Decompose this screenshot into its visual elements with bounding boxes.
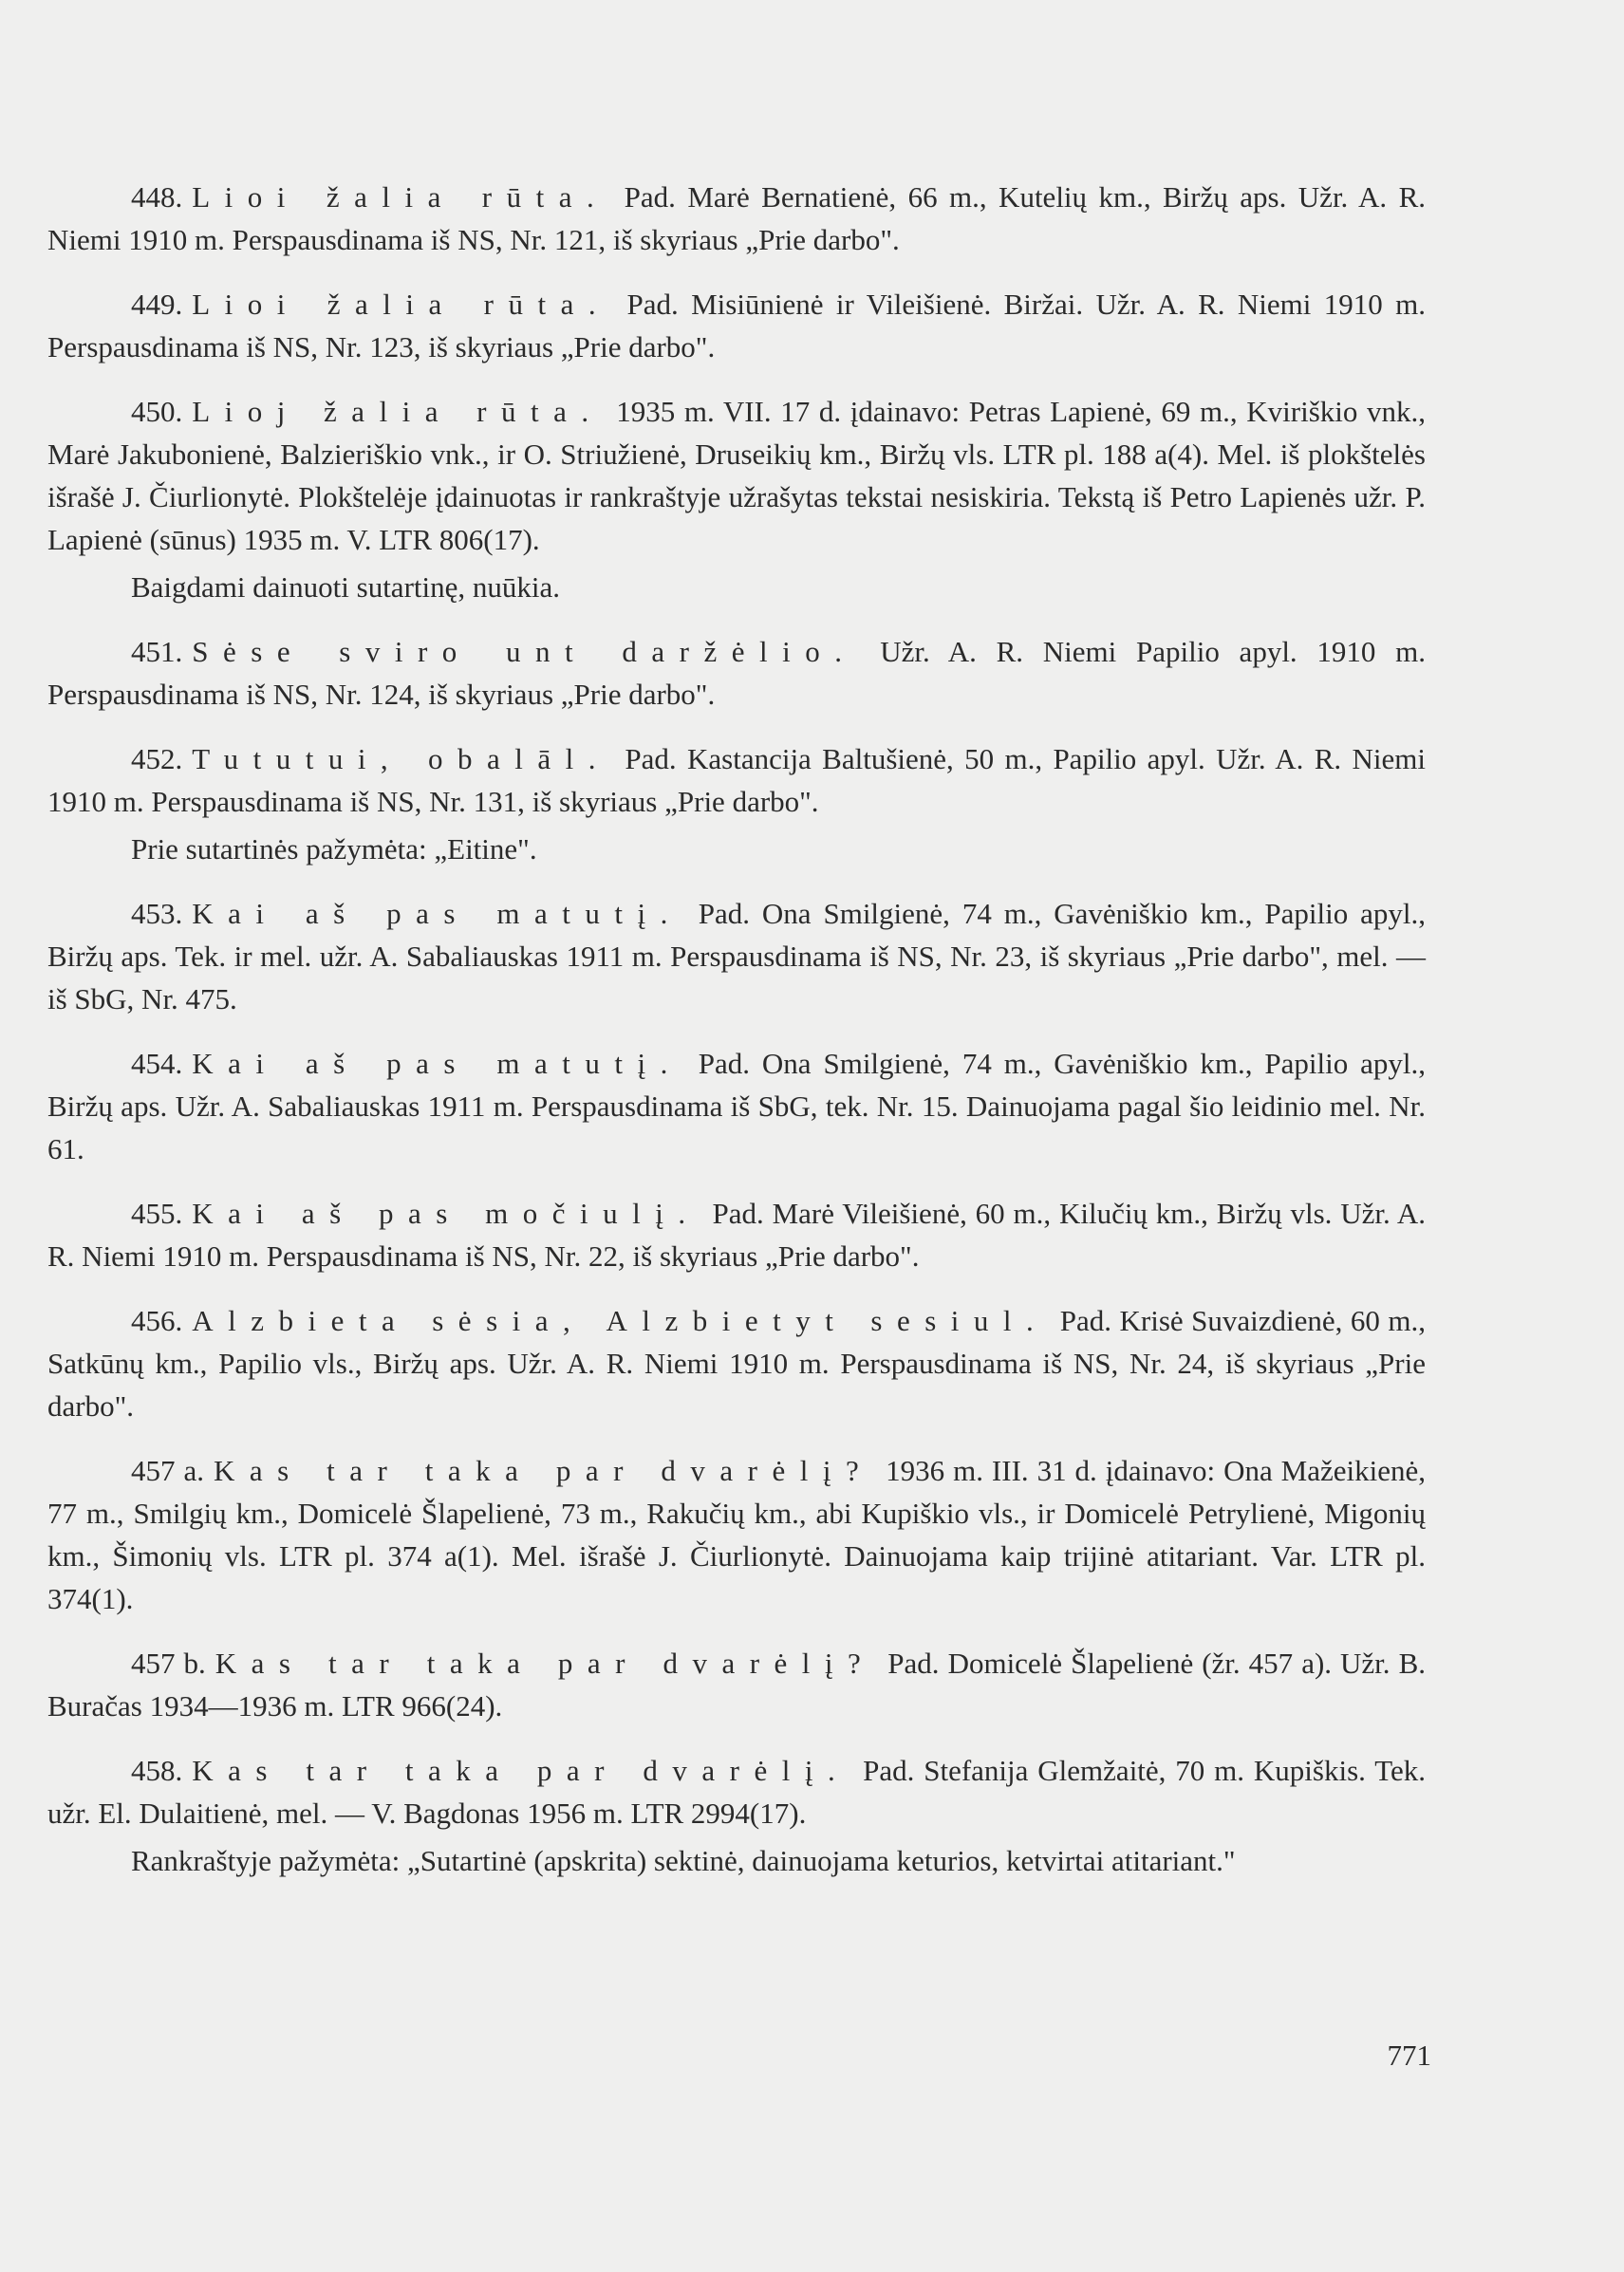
entry-449 bbox=[47, 283, 1426, 368]
entry-text: Užr. A. R. Niemi Papilio apyl. 1910 m. Perspausdinama iš NS, Nr. 124, iš skyriaus „Prie darbo". bbox=[47, 635, 1427, 711]
entry-number: 457 b. bbox=[131, 1647, 206, 1680]
entry-454 bbox=[47, 1042, 1426, 1170]
entry-457a bbox=[47, 1449, 1426, 1620]
entry-text: Pad. Stefanija Glemžaitė, 70 m. Kupiškis. Tek. užr. El. Dulaitienė, mel. — V. Bagdonas 1956 m. LTR 2994(17). bbox=[47, 1754, 1427, 1830]
song-title: Lioi žalia rūta. bbox=[192, 288, 611, 321]
entry-number: 454. bbox=[131, 1047, 183, 1080]
entry-number: 456. bbox=[131, 1304, 183, 1337]
entry-text: Pad. Domicelė Šlapelienė (žr. 457 a). Užr. B. Buračas 1934—1936 m. LTR 966(24). bbox=[47, 1647, 1426, 1723]
song-title: Tututui, obalāl. bbox=[192, 742, 611, 775]
entry-note: Rankraštyje pažymėta: „Sutartinė (apskrita) sektinė, dainuojama keturios, ketvirtai atitariant." bbox=[131, 1844, 1236, 1877]
entry-note: Prie sutartinės pažymėta: „Eitine". bbox=[131, 832, 537, 866]
song-title: Kai aš pas močiulį. bbox=[192, 1197, 700, 1230]
song-title: Kas tar taka par dvarėlį? bbox=[213, 1454, 874, 1487]
entry-456 bbox=[47, 1299, 1426, 1427]
document-body bbox=[47, 176, 1426, 1904]
entry-450 bbox=[47, 390, 1426, 561]
entry-number: 448. bbox=[131, 180, 183, 214]
song-title: Kas tar taka par dvarėlį? bbox=[215, 1647, 876, 1680]
entry-text: Pad. Marė Vileišienė, 60 m., Kilučių km., Biržų vls. Užr. A. R. Niemi 1910 m. Perspausdinama iš NS, Nr. 22, iš skyriaus „Prie darbo". bbox=[47, 1197, 1426, 1273]
entry-451 bbox=[47, 630, 1426, 716]
entry-453 bbox=[47, 892, 1426, 1020]
song-title: Lioi žalia rūta. bbox=[192, 180, 609, 214]
entry-text: Pad. Kastancija Baltušienė, 50 m., Papilio apyl. Užr. A. R. Niemi 1910 m. Perspausdinama iš NS, Nr. 131, iš skyriaus „Prie darbo". bbox=[47, 742, 1426, 818]
entry-number: 457 a. bbox=[131, 1454, 204, 1487]
entry-text: Pad. Ona Smilgienė, 74 m., Gavėniškio km., Papilio apyl., Biržų aps. Tek. ir mel. užr. A. Sabaliauskas 1911 m. Perspausdinama iš NS, Nr. 23, iš skyriaus „Prie darbo", mel. — iš SbG, Nr. 475. bbox=[47, 897, 1426, 1015]
song-title: Kai aš pas matutį. bbox=[192, 1047, 682, 1080]
song-title: Lioj žalia rūta. bbox=[192, 395, 604, 428]
page-number: 771 bbox=[1387, 2039, 1431, 2072]
song-title: Sėse sviro unt daržėlio. bbox=[192, 635, 857, 668]
entry-text: Pad. Marė Bernatienė, 66 m., Kutelių km., Biržų aps. Užr. A. R. Niemi 1910 m. Perspausdinama iš NS, Nr. 121, iš skyriaus „Prie darbo". bbox=[47, 180, 1427, 256]
entry-number: 449. bbox=[131, 288, 183, 321]
entry-448 bbox=[47, 176, 1426, 261]
entry-457b bbox=[47, 1642, 1426, 1727]
entry-text: Pad. Misiūnienė ir Vileišienė. Biržai. Užr. A. R. Niemi 1910 m. Perspausdinama iš NS, Nr. 123, iš skyriaus „Prie darbo". bbox=[47, 288, 1426, 363]
entry-number: 455. bbox=[131, 1197, 183, 1230]
entry-number: 451. bbox=[131, 635, 183, 668]
song-title: Alzbieta sėsia, Alzbietyt sesiul. bbox=[192, 1304, 1049, 1337]
entry-text: Pad. Ona Smilgienė, 74 m., Gavėniškio km., Papilio apyl., Biržų aps. Užr. A. Sabaliauskas 1911 m. Perspausdinama iš SbG, tek. Nr. 15. Dainuojama pagal šio leidinio mel. Nr. 61. bbox=[47, 1047, 1426, 1165]
entry-text: Pad. Krisė Suvaizdienė, 60 m., Satkūnų km., Papilio vls., Biržų aps. Užr. A. R. Niemi 1910 m. Perspausdinama iš NS, Nr. 24, iš skyriaus „Prie darbo". bbox=[47, 1304, 1427, 1423]
entry-text: 1935 m. VII. 17 d. įdainavo: Petras Lapienė, 69 m., Kviriškio vnk., Marė Jakubonienė, Balzieriškio vnk., ir O. Striužienė, Druseikių km., Biržų vls. LTR pl. 188 a(4). Mel. iš plokštelės išrašė J. Čiurlionytė. Plokštelėje įdainuotas ir rankraštyje užrašytas tekstai nesiskiria. Tekstą iš Petro Lapienės užr. P. Lapienė (sūnus) 1935 m. V. LTR 806(17). bbox=[47, 395, 1426, 556]
song-title: Kai aš pas matutį. bbox=[192, 897, 682, 930]
entry-458 bbox=[47, 1749, 1426, 1834]
entry-text: 1936 m. III. 31 d. įdainavo: Ona Mažeikienė, 77 m., Smilgių km., Domicelė Šlapelienė, 73 m., Rakučių km., abi Kupiškio vls., ir Domicelė Petrylienė, Migonių km., Šimonių vls. LTR pl. 374 a(1). Mel. išrašė J. Čiurlionytė. Dainuojama kaip trijinė atitariant. Var. LTR pl. 374(1). bbox=[47, 1454, 1426, 1615]
song-title: Kas tar taka par dvarėlį. bbox=[192, 1754, 850, 1787]
entry-number: 453. bbox=[131, 897, 183, 930]
entry-number: 452. bbox=[131, 742, 183, 775]
entry-455 bbox=[47, 1192, 1426, 1277]
entry-number: 458. bbox=[131, 1754, 183, 1787]
entry-452 bbox=[47, 737, 1426, 823]
entry-number: 450. bbox=[131, 395, 183, 428]
entry-note: Baigdami dainuoti sutartinę, nuūkia. bbox=[131, 570, 560, 604]
